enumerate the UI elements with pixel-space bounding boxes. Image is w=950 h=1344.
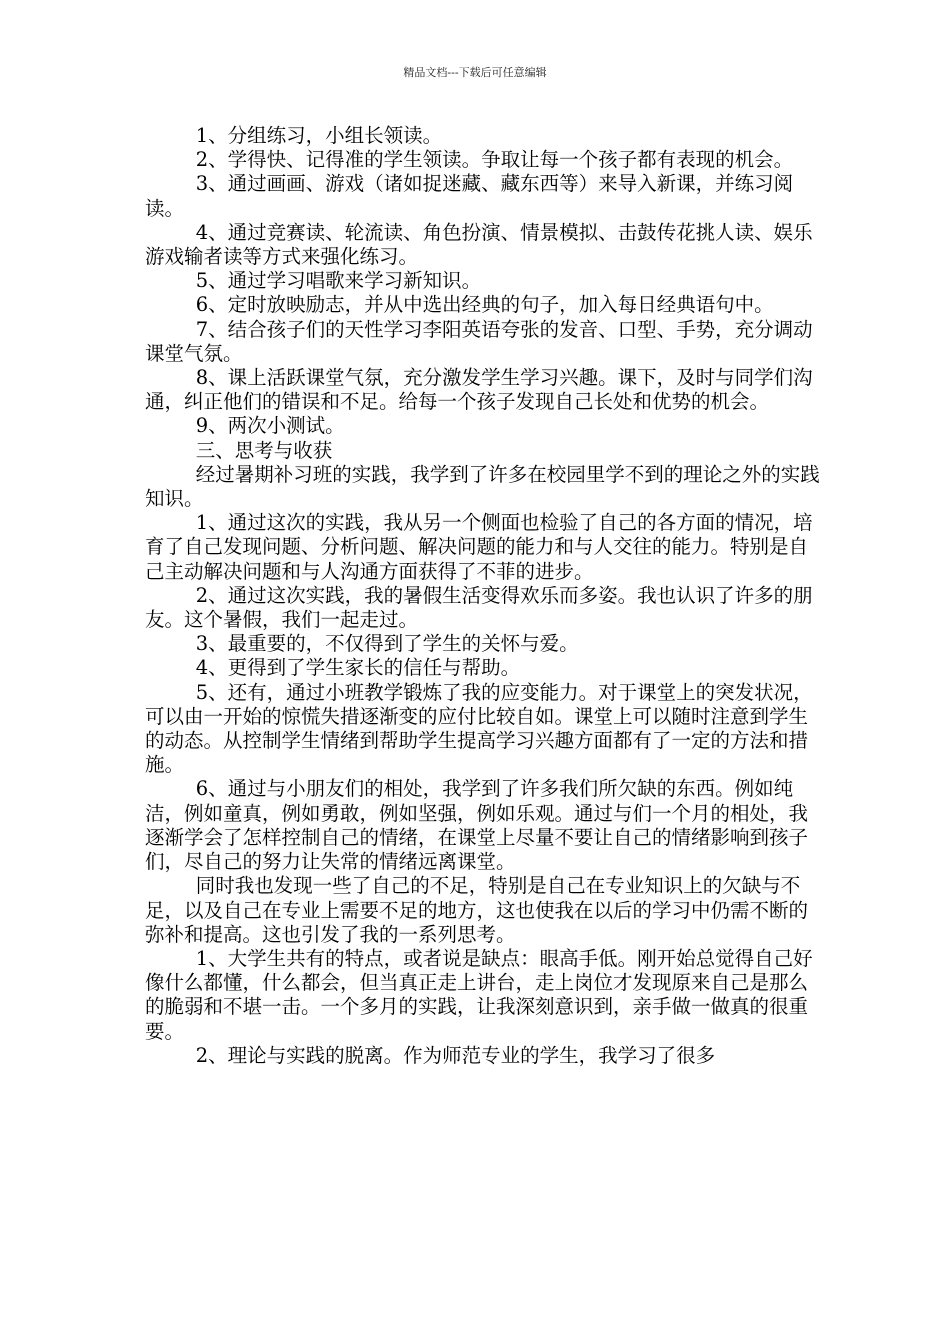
paragraph: 1、通过这次的实践，我从另一个侧面也检验了自己的各方面的情况，培育了自己发现问题、分析问题、解决问题的能力和与人交往的能力。特别是自己主动解决问题和与人沟通方面获得了不菲的进步。 bbox=[145, 511, 813, 583]
paragraph: 2、通过这次实践，我的暑假生活变得欢乐而多姿。我也认识了许多的朋友。这个暑假，我们一起走过。 bbox=[145, 583, 813, 632]
paragraph: 2、学得快、记得准的学生领读。争取让每一个孩子都有表现的机会。 bbox=[195, 148, 794, 172]
paragraph: 6、定时放映励志，并从中选出经典的句子，加入每日经典语句中。 bbox=[195, 293, 774, 317]
page-header: 精品文档---下载后可任意编辑 bbox=[403, 66, 547, 79]
document-body bbox=[145, 124, 825, 1068]
paragraph: 4、通过竞赛读、轮流读、角色扮演、情景模拟、击鼓传花挑人读、娱乐游戏输者读等方式来强化练习。 bbox=[145, 220, 813, 269]
paragraph: 1、分组练习，小组长领读。 bbox=[195, 124, 443, 147]
paragraph: 7、结合孩子们的天性学习李阳英语夸张的发音、口型、手势，充分调动课堂气氛。 bbox=[145, 317, 813, 365]
paragraph: 同时我也发现一些了自己的不足，特别是自己在专业知识上的欠缺与不足，以及自己在专业上需要不足的地方，这也使我在以后的学习中仍需不断的弥补和提高。这也引发了我的一系列思考。 bbox=[145, 874, 809, 946]
paragraph: 3、通过画画、游戏（诸如捉迷藏、藏东西等）来导入新课，并练习阅读。 bbox=[145, 172, 794, 220]
paragraph: 8、课上活跃课堂气氛，充分激发学生学习兴趣。课下，及时与同学们沟通，纠正他们的错误和不足。给每一个孩子发现自己长处和优势的机会。 bbox=[145, 366, 813, 414]
section-heading: 三、思考与收获 bbox=[195, 438, 333, 462]
paragraph: 9、两次小测试。 bbox=[195, 414, 345, 438]
paragraph: 2、理论与实践的脱离。作为师范专业的学生，我学习了很多 bbox=[195, 1043, 716, 1067]
paragraph: 6、通过与小朋友们的相处，我学到了许多我们所欠缺的东西。例如纯洁，例如童真，例如勇敢，例如坚强，例如乐观。通过与们一个月的相处，我逐渐学会了怎样控制自己的情绪，在课堂上尽量不要让自己的情绪影响到孩子们，尽自己的努力让失常的情绪远离课堂。 bbox=[145, 777, 809, 874]
paragraph: 5、还有，通过小班教学锻炼了我的应变能力。对于课堂上的突发状况，可以由一开始的惊慌失措逐渐变的应付比较自如。课堂上可以随时注意到学生的动态。从控制学生情绪到帮助学生提高学习兴趣方面都有了一定的方法和措施。 bbox=[145, 680, 813, 777]
paragraph: 1、大学生共有的特点，或者说是缺点：眼高手低。刚开始总觉得自己好像什么都懂，什么都会，但当真正走上讲台，走上岗位才发现原来自己是那么的脆弱和不堪一击。一个多月的实践，让我深刻意识到，亲手做一做真的很重要。 bbox=[145, 946, 813, 1043]
paragraph: 5、通过学习唱歌来学习新知识。 bbox=[195, 269, 482, 293]
paragraph: 经过暑期补习班的实践，我学到了许多在校园里学不到的理论之外的实践知识。 bbox=[145, 462, 820, 511]
paragraph: 4、更得到了学生家长的信任与帮助。 bbox=[195, 656, 521, 680]
paragraph: 3、最重要的，不仅得到了学生的关怀与爱。 bbox=[195, 632, 579, 656]
